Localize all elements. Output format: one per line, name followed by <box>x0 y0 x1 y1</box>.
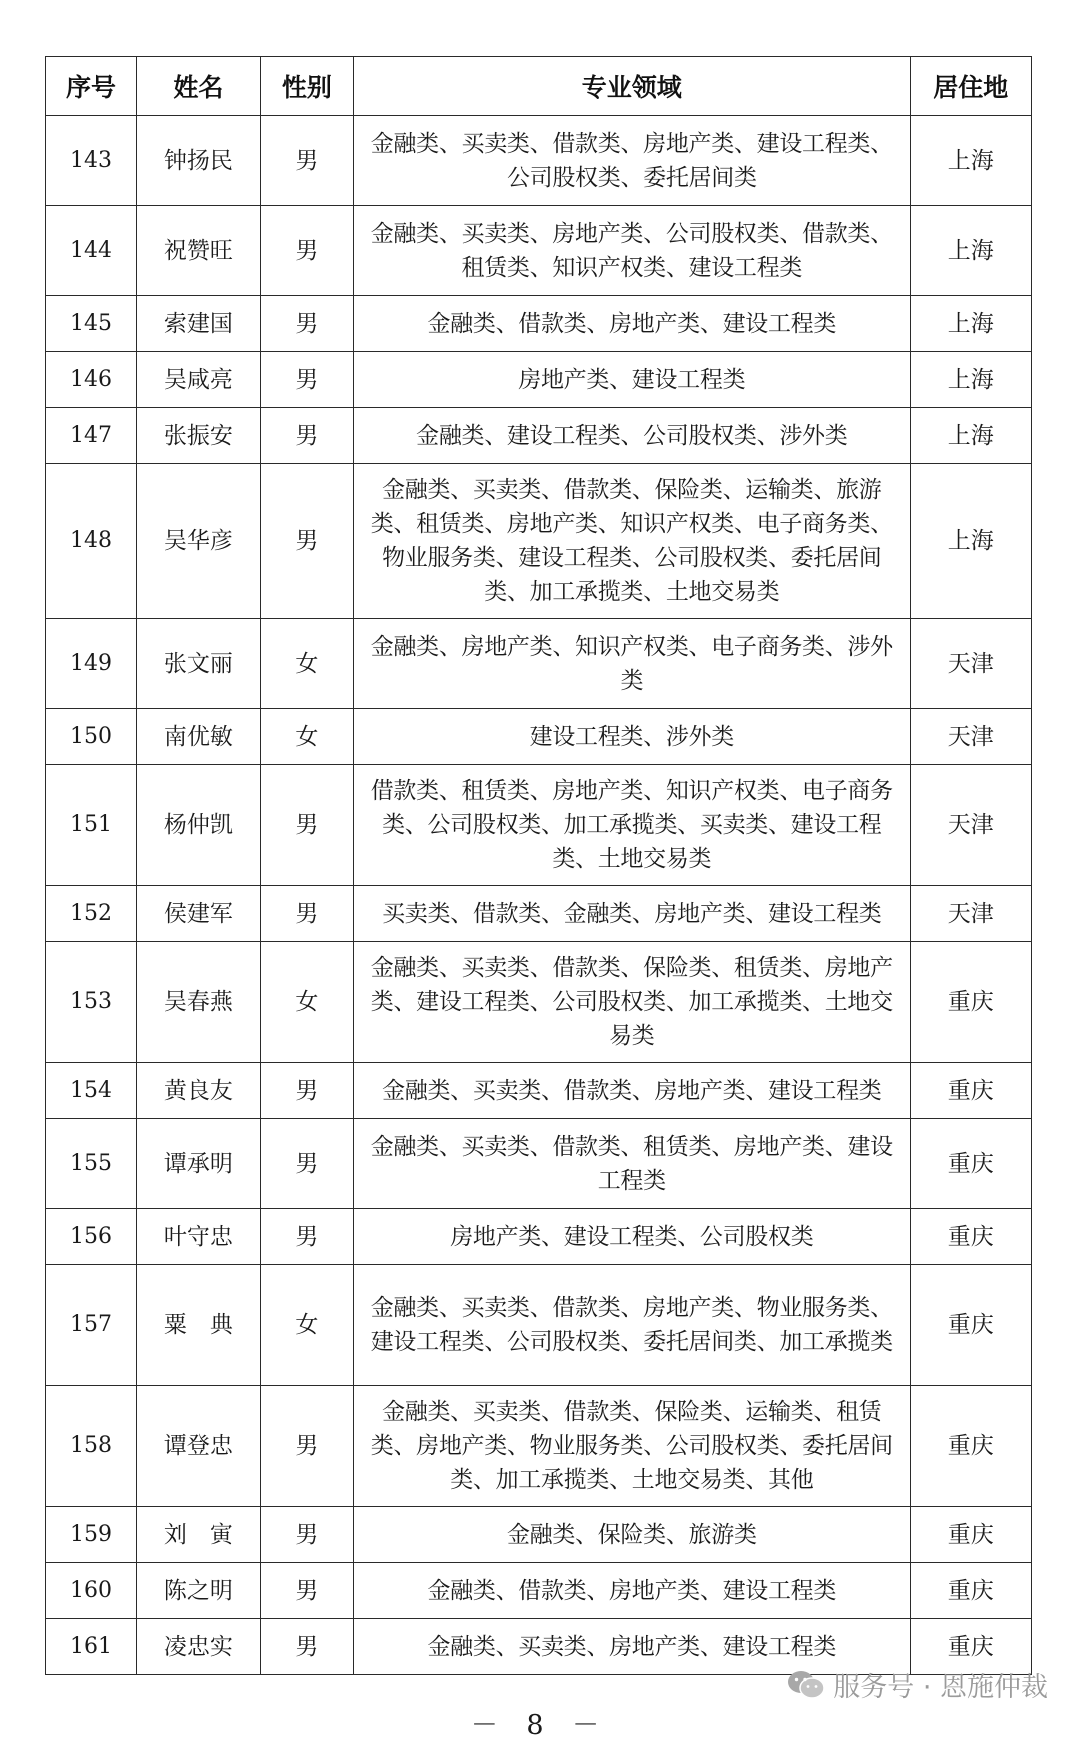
row-gender: 女 <box>260 619 353 709</box>
table-header-row <box>46 57 1032 116</box>
row-field: 买卖类、借款类、金融类、房地产类、建设工程类 <box>354 886 911 942</box>
row-city: 天津 <box>910 709 1031 765</box>
row-field: 借款类、租赁类、房地产类、知识产权类、电子商务类、公司股权类、加工承揽类、买卖类、建设工程类、土地交易类 <box>354 765 911 886</box>
table-row <box>46 296 1032 352</box>
row-gender: 男 <box>260 1386 353 1507</box>
row-name: 吴春燕 <box>137 942 261 1063</box>
row-field: 金融类、买卖类、借款类、房地产类、建设工程类、公司股权类、委托居间类 <box>354 116 911 206</box>
row-seq: 159 <box>46 1507 137 1563</box>
row-seq: 150 <box>46 709 137 765</box>
row-gender: 男 <box>260 464 353 619</box>
row-name: 钟扬民 <box>137 116 261 206</box>
row-name: 南优敏 <box>137 709 261 765</box>
row-city: 上海 <box>910 352 1031 408</box>
row-field: 金融类、买卖类、借款类、租赁类、房地产类、建设工程类 <box>354 1119 911 1209</box>
row-city: 重庆 <box>910 942 1031 1063</box>
header-name: 姓名 <box>137 57 261 116</box>
row-seq: 158 <box>46 1386 137 1507</box>
row-city: 重庆 <box>910 1265 1031 1386</box>
row-name: 张文丽 <box>137 619 261 709</box>
row-name: 谭登忠 <box>137 1386 261 1507</box>
row-gender: 女 <box>260 1265 353 1386</box>
table-row <box>46 942 1032 1063</box>
row-city: 上海 <box>910 408 1031 464</box>
row-gender: 男 <box>260 1619 353 1675</box>
row-name: 叶守忠 <box>137 1209 261 1265</box>
row-city: 重庆 <box>910 1386 1031 1507</box>
row-name: 凌忠实 <box>137 1619 261 1675</box>
row-city: 重庆 <box>910 1063 1031 1119</box>
row-seq: 155 <box>46 1119 137 1209</box>
row-city: 重庆 <box>910 1507 1031 1563</box>
row-seq: 146 <box>46 352 137 408</box>
table-row <box>46 1563 1032 1619</box>
row-city: 上海 <box>910 116 1031 206</box>
table-row <box>46 886 1032 942</box>
row-city: 重庆 <box>910 1563 1031 1619</box>
table-row <box>46 116 1032 206</box>
row-gender: 男 <box>260 1063 353 1119</box>
table-row <box>46 464 1032 619</box>
row-city: 上海 <box>910 464 1031 619</box>
row-field: 金融类、买卖类、借款类、保险类、运输类、租赁类、房地产类、物业服务类、公司股权类、委托居间类、加工承揽类、土地交易类、其他 <box>354 1386 911 1507</box>
row-name: 索建国 <box>137 296 261 352</box>
row-seq: 153 <box>46 942 137 1063</box>
page-number: － 8 － <box>470 1710 610 1741</box>
table-row <box>46 709 1032 765</box>
row-field: 金融类、建设工程类、公司股权类、涉外类 <box>354 408 911 464</box>
row-city: 上海 <box>910 206 1031 296</box>
row-seq: 156 <box>46 1209 137 1265</box>
table-row <box>46 206 1032 296</box>
row-gender: 男 <box>260 206 353 296</box>
row-gender: 男 <box>260 1209 353 1265</box>
row-field: 金融类、买卖类、借款类、房地产类、建设工程类 <box>354 1063 911 1119</box>
row-seq: 145 <box>46 296 137 352</box>
row-seq: 143 <box>46 116 137 206</box>
row-field: 建设工程类、涉外类 <box>354 709 911 765</box>
table-row <box>46 408 1032 464</box>
row-city: 重庆 <box>910 1209 1031 1265</box>
row-seq: 149 <box>46 619 137 709</box>
row-field: 金融类、买卖类、房地产类、公司股权类、借款类、租赁类、知识产权类、建设工程类 <box>354 206 911 296</box>
row-field: 金融类、买卖类、借款类、保险类、租赁类、房地产类、建设工程类、公司股权类、加工承揽类、土地交易类 <box>354 942 911 1063</box>
row-city: 上海 <box>910 296 1031 352</box>
row-gender: 男 <box>260 1563 353 1619</box>
row-seq: 151 <box>46 765 137 886</box>
row-seq: 144 <box>46 206 137 296</box>
table-row <box>46 1209 1032 1265</box>
row-name: 吴华彦 <box>137 464 261 619</box>
row-name: 陈之明 <box>137 1563 261 1619</box>
header-city: 居住地 <box>910 57 1031 116</box>
row-name: 刘 寅 <box>137 1507 261 1563</box>
table-row <box>46 1265 1032 1386</box>
row-name: 侯建军 <box>137 886 261 942</box>
row-name: 杨仲凯 <box>137 765 261 886</box>
row-name: 祝赞旺 <box>137 206 261 296</box>
wechat-icon <box>787 1669 825 1701</box>
row-city: 天津 <box>910 765 1031 886</box>
table-row <box>46 619 1032 709</box>
arbitrator-roster-table <box>45 56 1032 1675</box>
header-field: 专业领域 <box>354 57 911 116</box>
watermark <box>787 1665 1048 1704</box>
row-field: 房地产类、建设工程类 <box>354 352 911 408</box>
table-row <box>46 1386 1032 1507</box>
row-name: 粟 典 <box>137 1265 261 1386</box>
row-gender: 男 <box>260 296 353 352</box>
row-seq: 157 <box>46 1265 137 1386</box>
row-seq: 154 <box>46 1063 137 1119</box>
row-city: 重庆 <box>910 1619 1031 1675</box>
row-field: 金融类、买卖类、借款类、房地产类、物业服务类、建设工程类、公司股权类、委托居间类、加工承揽类 <box>354 1265 911 1386</box>
row-gender: 男 <box>260 765 353 886</box>
row-gender: 男 <box>260 352 353 408</box>
row-field: 金融类、买卖类、房地产类、建设工程类 <box>354 1619 911 1675</box>
row-field: 房地产类、建设工程类、公司股权类 <box>354 1209 911 1265</box>
row-gender: 男 <box>260 116 353 206</box>
table-row <box>46 1119 1032 1209</box>
header-gender: 性别 <box>260 57 353 116</box>
row-seq: 148 <box>46 464 137 619</box>
table-row <box>46 1063 1032 1119</box>
row-name: 张振安 <box>137 408 261 464</box>
watermark-text: 服务号 · 恩施仲裁 <box>833 1672 1048 1703</box>
table-row <box>46 1507 1032 1563</box>
row-city: 重庆 <box>910 1119 1031 1209</box>
row-gender: 男 <box>260 408 353 464</box>
row-field: 金融类、借款类、房地产类、建设工程类 <box>354 296 911 352</box>
row-gender: 男 <box>260 1507 353 1563</box>
row-city: 天津 <box>910 619 1031 709</box>
row-seq: 160 <box>46 1563 137 1619</box>
row-city: 天津 <box>910 886 1031 942</box>
row-name: 吴咸亮 <box>137 352 261 408</box>
row-gender: 男 <box>260 886 353 942</box>
row-seq: 147 <box>46 408 137 464</box>
row-field: 金融类、借款类、房地产类、建设工程类 <box>354 1563 911 1619</box>
row-name: 黄良友 <box>137 1063 261 1119</box>
row-field: 金融类、买卖类、借款类、保险类、运输类、旅游类、租赁类、房地产类、知识产权类、电子商务类、物业服务类、建设工程类、公司股权类、委托居间类、加工承揽类、土地交易类 <box>354 464 911 619</box>
row-field: 金融类、房地产类、知识产权类、电子商务类、涉外类 <box>354 619 911 709</box>
row-gender: 女 <box>260 942 353 1063</box>
header-seq: 序号 <box>46 57 137 116</box>
row-seq: 161 <box>46 1619 137 1675</box>
row-field: 金融类、保险类、旅游类 <box>354 1507 911 1563</box>
table-row <box>46 765 1032 886</box>
row-name: 谭承明 <box>137 1119 261 1209</box>
row-gender: 男 <box>260 1119 353 1209</box>
row-seq: 152 <box>46 886 137 942</box>
row-gender: 女 <box>260 709 353 765</box>
table-row <box>46 352 1032 408</box>
